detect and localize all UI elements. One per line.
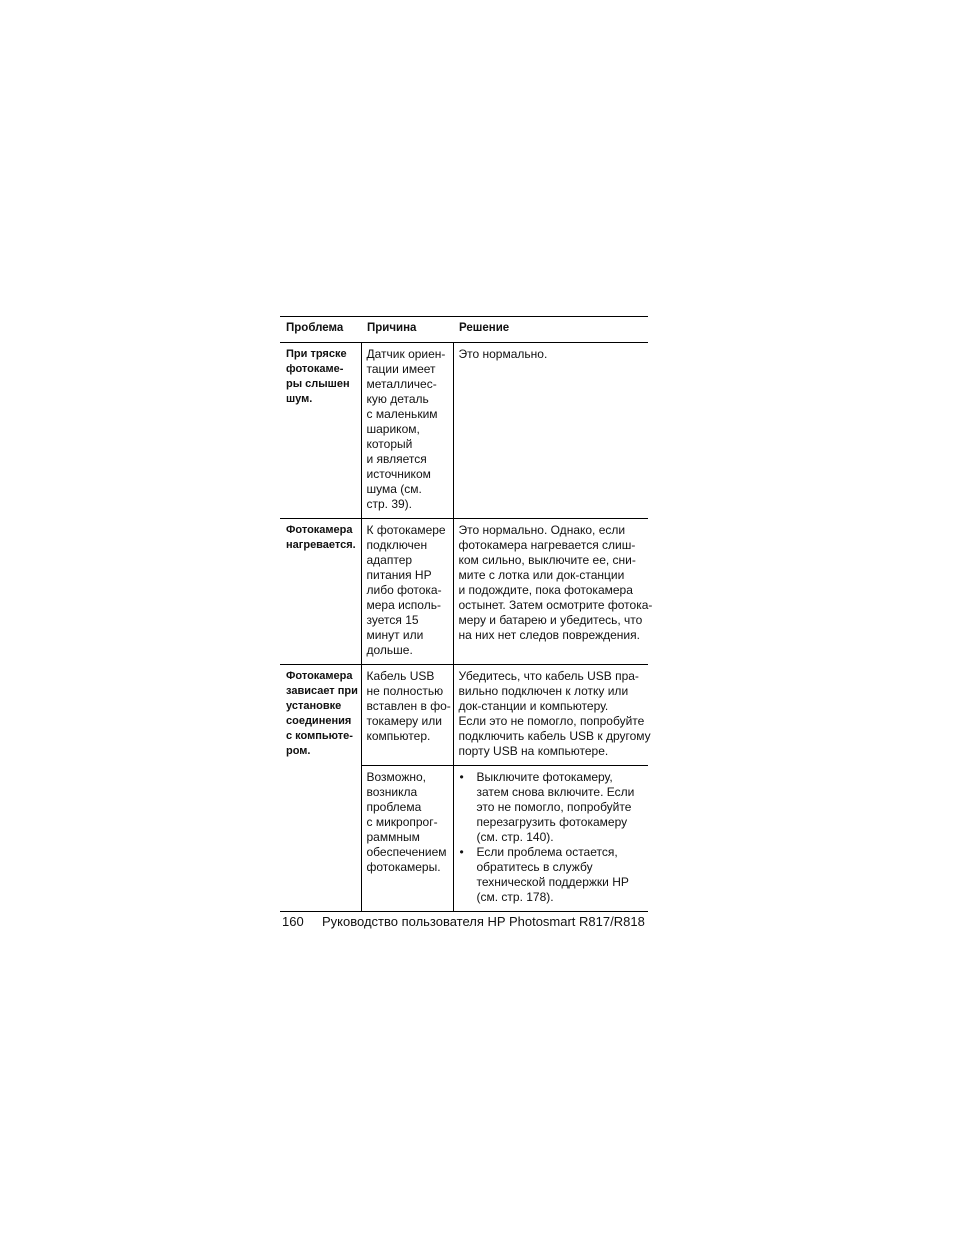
cause-cell — [361, 766, 453, 912]
solution-cell — [453, 766, 648, 912]
text-line: подключить кабель USB к другому — [458, 729, 651, 743]
header-problem: Проблема — [280, 317, 361, 343]
text-line: питания HP — [366, 568, 432, 582]
text-line: проблема — [366, 800, 422, 814]
problem-cell — [280, 343, 361, 519]
text-line: обеспечением — [366, 845, 447, 859]
text-line: либо фотока- — [366, 583, 442, 597]
text-line: фотокамеры. — [366, 860, 441, 874]
table-row — [280, 519, 648, 665]
text-line: зуется 15 — [366, 613, 419, 627]
solution-cell — [453, 519, 653, 665]
text-line: Фотокамера — [286, 524, 353, 536]
text-line: вильно подключен к лотку или — [458, 684, 629, 698]
text-line: тации имеет — [366, 362, 436, 376]
text-line: установке — [286, 700, 342, 712]
text-line: ры слышен — [286, 378, 350, 390]
text-line: порту USB на компьютере. — [458, 744, 609, 758]
text-line: При тряске — [286, 348, 347, 360]
text-line: металличес- — [366, 377, 437, 391]
header-solution: Решение — [453, 317, 648, 343]
text-line: возникла — [366, 785, 418, 799]
text-line: источником — [366, 467, 431, 481]
text-line: технической поддержки HP — [476, 875, 629, 889]
text-line: шум. — [286, 393, 313, 405]
text-line: стр. 39). — [366, 497, 413, 511]
text-line: (см. стр. 178). — [476, 890, 554, 904]
text-line: дольше. — [366, 643, 413, 657]
footer-title: Руководство пользователя HP Photosmart R817/R818 — [322, 914, 645, 929]
text-line: • Выключите фотокамеру, — [476, 770, 613, 784]
text-line: шума (см. — [366, 482, 422, 496]
table-row — [280, 343, 648, 519]
text-line: и подождите, пока фотокамера — [458, 583, 633, 597]
text-line: док-станции и компьютеру. — [458, 699, 609, 713]
text-line: Убедитесь, что кабель USB пра- — [458, 669, 639, 683]
text-line: К фотокамере — [366, 523, 446, 537]
text-line: с компьюте- — [286, 730, 353, 742]
text-line: с микропрог- — [366, 815, 438, 829]
text-line: зависает при — [286, 685, 358, 697]
cause-cell — [361, 343, 453, 519]
text-line: мера исполь- — [366, 598, 441, 612]
text-line: Возможно, — [366, 770, 426, 784]
table-header-row — [280, 317, 648, 343]
cause-cell — [361, 665, 453, 766]
text-line: кую деталь — [366, 392, 429, 406]
header-cause: Причина — [361, 317, 453, 343]
text-line: фотокаме- — [286, 363, 344, 375]
text-line: не полностью — [366, 684, 444, 698]
text-line: Это нормально. — [458, 347, 548, 361]
bullet-item — [459, 770, 646, 845]
text-line: это не помогло, попробуйте — [476, 800, 632, 814]
text-line: раммным — [366, 830, 420, 844]
text-line: мите с лотка или док-станции — [458, 568, 625, 582]
text-line: обратитесь в службу — [476, 860, 593, 874]
text-line: токамеру или — [366, 714, 442, 728]
text-line: остынет. Затем осмотрите фотока- — [458, 598, 653, 612]
text-line: Кабель USB — [366, 669, 435, 683]
text-line: перезагрузить фотокамеру — [476, 815, 628, 829]
text-line: соединения — [286, 715, 352, 727]
text-line: ром. — [286, 745, 311, 757]
text-line: на них нет следов повреждения. — [458, 628, 640, 642]
text-line: (см. стр. 140). — [476, 830, 554, 844]
text-line: Если это не помогло, попробуйте — [458, 714, 645, 728]
text-line: меру и батарею и убедитесь, что — [458, 613, 643, 627]
solution-cell — [453, 343, 648, 519]
bullet-item — [459, 845, 646, 905]
table-row — [280, 665, 648, 766]
text-line: вставлен в фо- — [366, 699, 451, 713]
text-line: который — [366, 437, 413, 451]
text-line: компьютер. — [366, 729, 431, 743]
text-line: минут или — [366, 628, 424, 642]
text-line: нагревается. — [286, 539, 356, 551]
troubleshooting-table — [280, 316, 653, 912]
text-line: адаптер — [366, 553, 413, 567]
solution-bullet-list — [459, 770, 646, 905]
text-line: Фотокамера — [286, 670, 353, 682]
text-line: с маленьким — [366, 407, 438, 421]
problem-cell — [280, 519, 361, 665]
problem-cell — [280, 665, 361, 912]
text-line: и является — [366, 452, 427, 466]
text-line: шариком, — [366, 422, 420, 436]
cause-cell — [361, 519, 453, 665]
text-line: ком сильно, выключите ее, сни- — [458, 553, 636, 567]
text-line: подключен — [366, 538, 428, 552]
solution-cell — [453, 665, 651, 766]
text-line: Датчик ориен- — [366, 347, 446, 361]
text-line: • Если проблема остается, — [476, 845, 618, 859]
text-line: фотокамера нагревается слиш- — [458, 538, 636, 552]
page-number: 160 — [282, 914, 304, 929]
page-footer — [282, 914, 645, 929]
text-line: Это нормально. Однако, если — [458, 523, 626, 537]
text-line: затем снова включите. Если — [476, 785, 635, 799]
